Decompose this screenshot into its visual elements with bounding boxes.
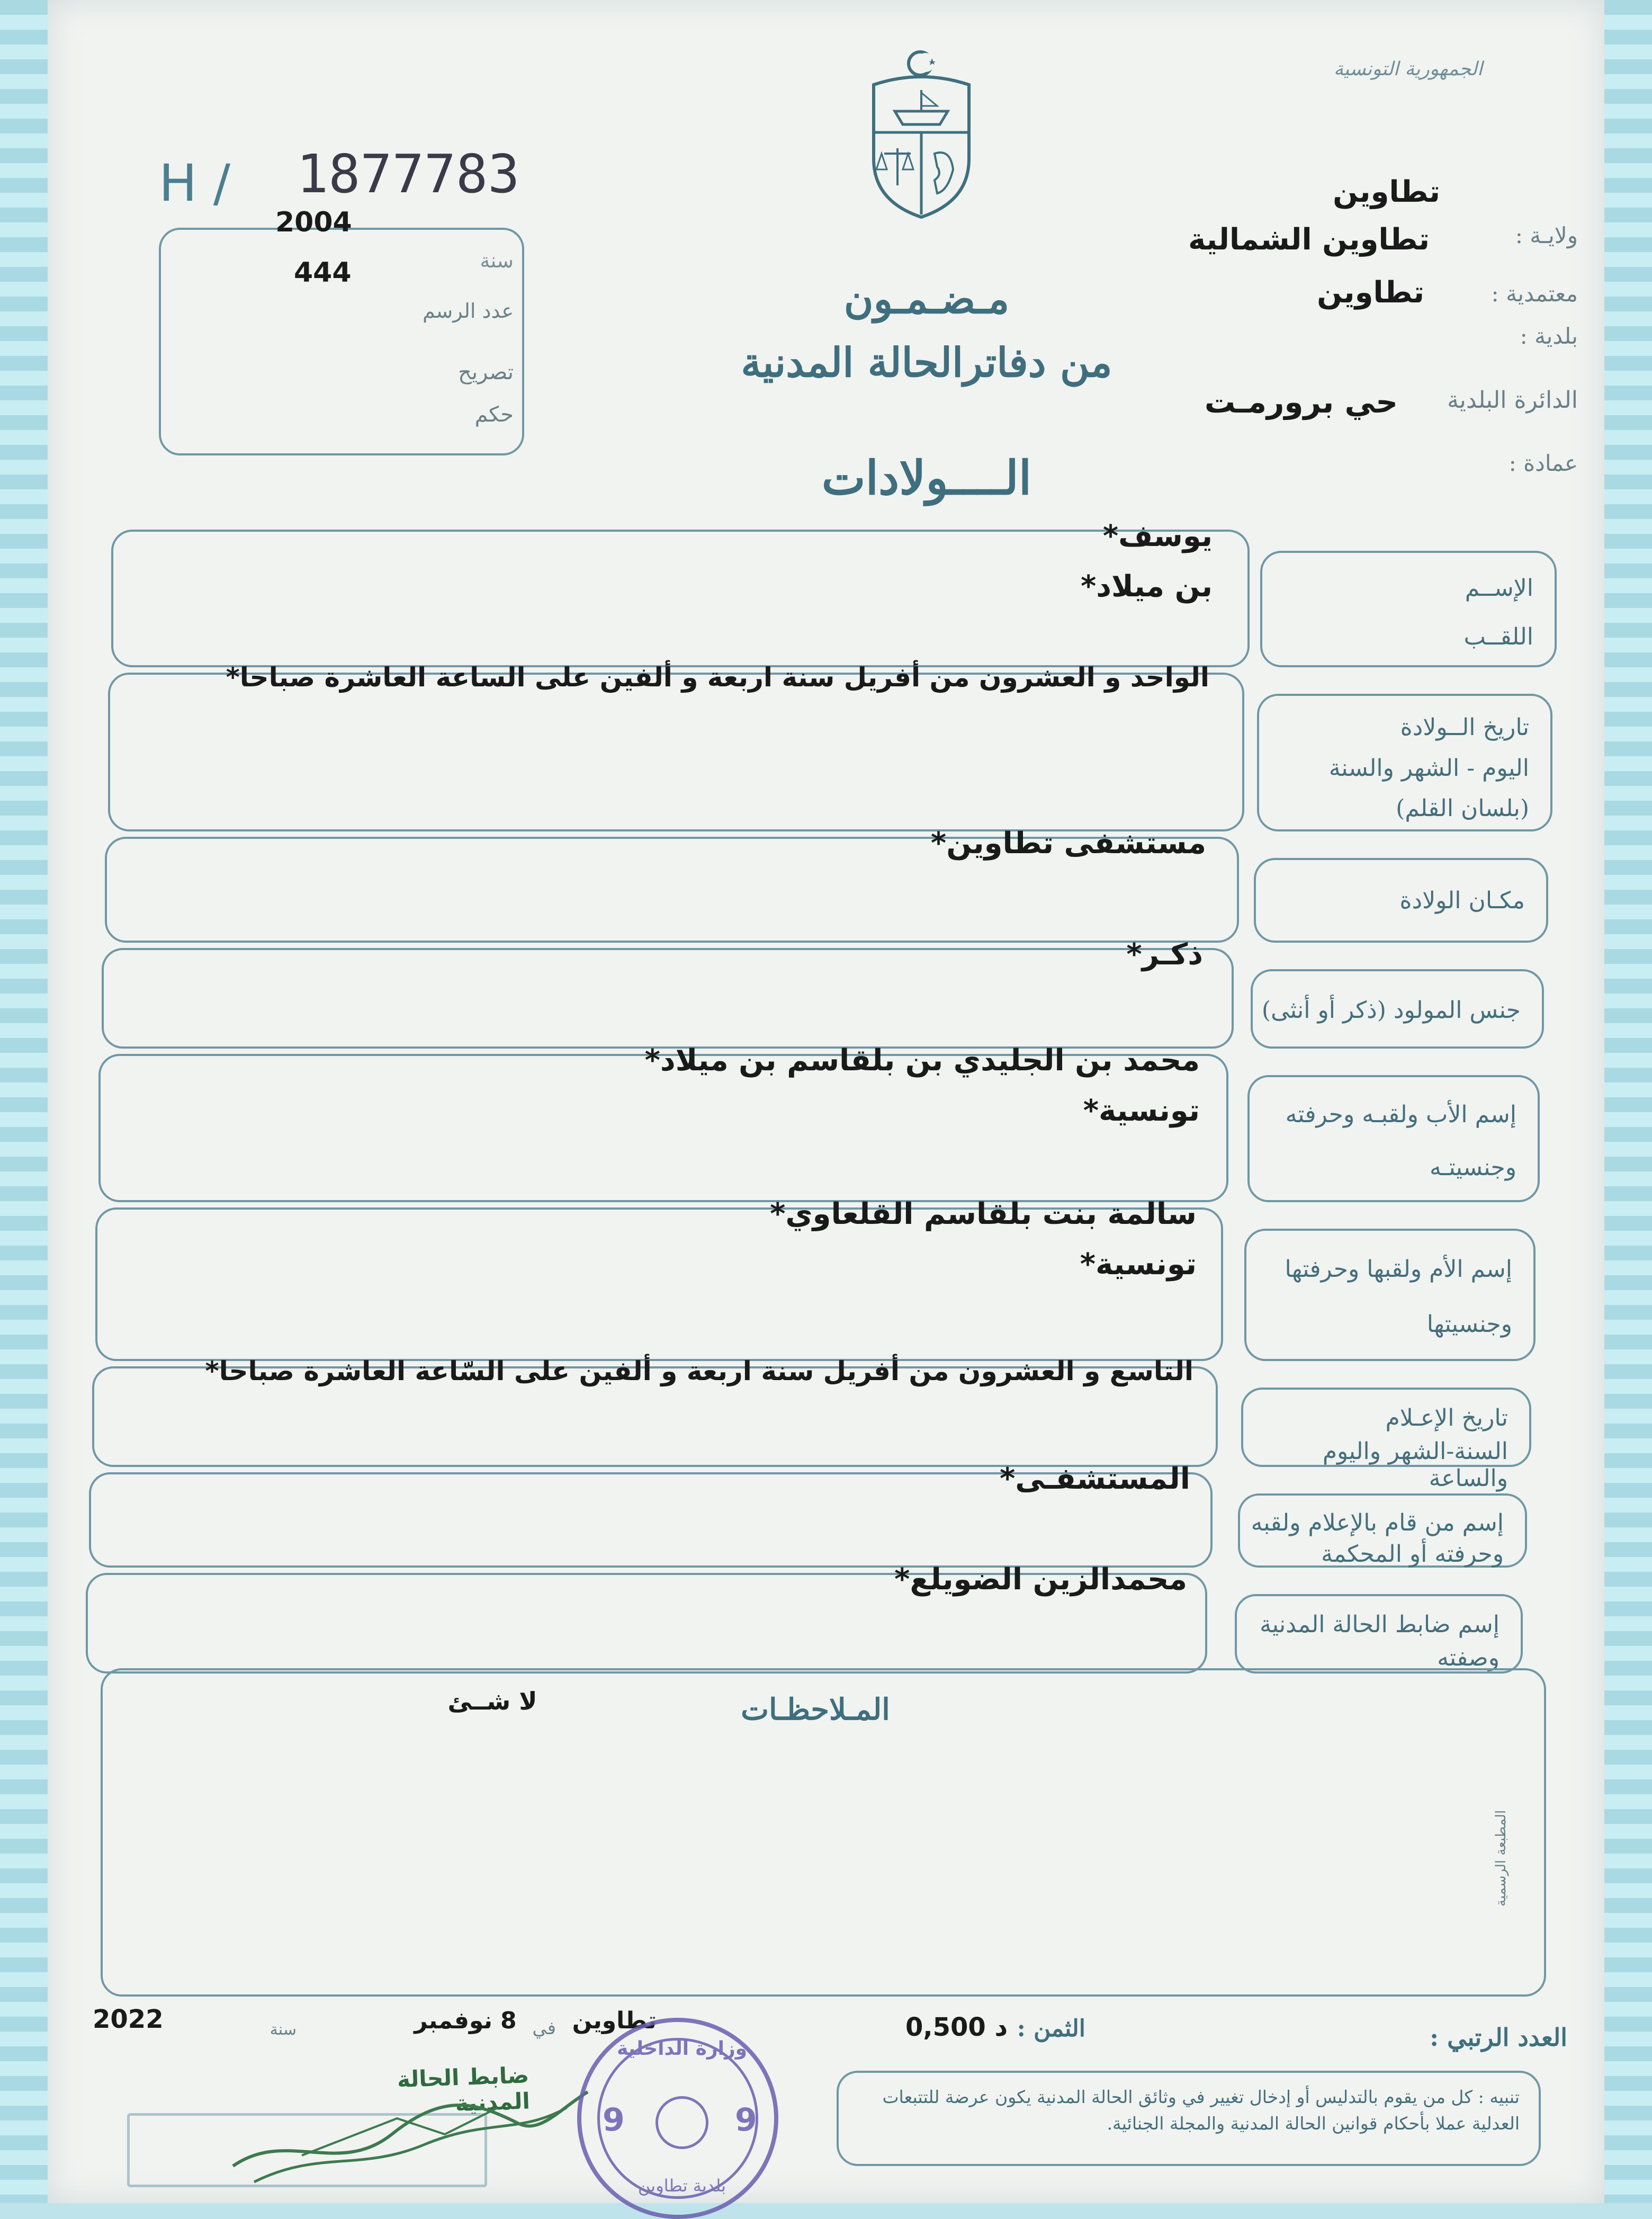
printer-note: المطبعة الرسمية	[1493, 1810, 1509, 1907]
field-label: إسم الأب ولقبـه وحرفته	[1285, 1101, 1516, 1128]
field-label: اليوم - الشهر والسنة	[1328, 754, 1529, 782]
field-value: ذكـر*	[1126, 937, 1203, 972]
field-value: تونسية*	[1080, 1247, 1197, 1282]
field-value: مستشفى تطاوين*	[930, 826, 1206, 861]
republic-label: الجمهورية التونسية	[1333, 58, 1483, 80]
document-title-line2: من دفاترالحالة المدنية	[741, 339, 1112, 386]
delegation-label: معتمدية :	[1491, 281, 1578, 307]
field-label-box	[1241, 1388, 1531, 1492]
field-label: وجنسيتها	[1426, 1311, 1512, 1338]
field-value: المستشفـى*	[1000, 1462, 1190, 1496]
governorate-value: تطاوين الشمالية	[1188, 222, 1430, 257]
warning-text: تنبيه : كل من يقوم بالتدليس أو إدخال تغيير في وثائق الحالة المدنية يكون عرضة للتتبعات العدلية عملا بأحكام قوانين الحالة المدنية والمجلة الجنائية.	[882, 2087, 1520, 2134]
price-label: الثمن :	[1017, 2015, 1085, 2042]
field-value: سالمة بنت بلقاسم القلعاوي*	[770, 1197, 1197, 1231]
field-label: السنة-الشهر واليوم والساعة	[1322, 1437, 1508, 1492]
registry-year-label: سنة	[480, 249, 514, 272]
section-title-births: الــــولادات	[821, 450, 1032, 505]
field-label: مكـان الولادة	[1399, 887, 1525, 915]
registry-judgment-label: حكم	[474, 402, 514, 427]
field-label-box	[1257, 694, 1552, 831]
field-label-box	[1247, 1075, 1540, 1202]
governorate-value-top: تطاوين	[1333, 175, 1440, 209]
field-label: إسم الأم ولقبها وحرفتها	[1285, 1255, 1512, 1283]
field-value: تونسية*	[1083, 1094, 1200, 1128]
field-label-box	[1235, 1594, 1523, 1674]
issue-in-label: في	[532, 2018, 556, 2039]
serial-number-label: العدد الرتبي :	[1430, 2023, 1567, 2052]
municipality-label: بلدية :	[1520, 323, 1578, 349]
issue-month: نوفمبر	[414, 2007, 492, 2034]
field-label: تاريخ الــولادة	[1400, 714, 1529, 741]
field-value-box	[108, 673, 1244, 831]
registry-declaration-label: تصريح	[458, 360, 514, 384]
field-value: بن ميلاد*	[1081, 569, 1213, 604]
field-value: محمدالزين الضويلع*	[894, 1562, 1187, 1597]
field-value: الواحد و العشرون من أفريل سنة اربعة و ألفين على الساعة العاشرة صباحا*	[226, 662, 1209, 693]
security-border-left	[0, 0, 48, 2203]
field-label: وصفته	[1437, 1644, 1500, 1671]
field-label: إسم ضابط الحالة المدنية	[1260, 1611, 1500, 1639]
stamp-left-number: 9	[603, 2101, 625, 2139]
field-label: اللقــب	[1464, 623, 1533, 650]
municipal-round-stamp	[577, 2018, 778, 2219]
municipal-circle-label: الدائرة البلدية	[1447, 387, 1578, 414]
delegation-value: تطاوين	[1317, 275, 1424, 310]
field-label: إسم من قام بالإعلام ولقبه	[1251, 1509, 1504, 1537]
field-label-box	[1238, 1493, 1527, 1568]
registry-number-label: عدد الرسم	[423, 299, 514, 323]
field-label: وجنسيتـه	[1429, 1154, 1516, 1181]
stamp-top-text: وزارة الداخلية	[616, 2038, 748, 2060]
stamp-right-number: 9	[735, 2101, 757, 2139]
document-title-line1: مـضـمـون	[843, 275, 1010, 323]
field-label: جنس المولود (ذكر أو أنثى)	[1261, 997, 1521, 1024]
stamp-bottom-text: بلدية تطاوين	[638, 2176, 726, 2196]
registry-number-value: 444	[294, 257, 352, 289]
field-label-box	[1254, 858, 1548, 943]
issue-year: 2022	[93, 2005, 164, 2034]
registry-year-value: 2004	[275, 207, 352, 238]
issue-year-label: سنة	[270, 2020, 297, 2039]
field-label: وحرفته أو المحكمة	[1321, 1540, 1504, 1568]
field-value: يوسف*	[1102, 519, 1213, 553]
signature-scribble-icon	[222, 2044, 593, 2203]
serial-number: 1877783	[297, 143, 520, 205]
civil-officer-title: ضابط الحالة المدنية	[397, 2062, 531, 2117]
stamp-emblem-icon	[656, 2096, 708, 2149]
field-label-box	[1260, 551, 1557, 667]
imada-label: عمادة :	[1509, 450, 1578, 476]
field-label-box	[1251, 969, 1544, 1049]
remarks-label: المـلاحظـات	[741, 1692, 890, 1727]
municipal-circle-value: حي برورمـت	[1204, 384, 1398, 420]
governorate-label: ولايـة :	[1515, 222, 1578, 248]
field-value: محمد بن الجليدي بن بلقاسم بن ميلاد*	[644, 1043, 1200, 1078]
price-value: 0,500 د	[905, 2012, 1008, 2042]
field-label-box	[1244, 1229, 1536, 1361]
issue-place: تطاوين	[572, 2007, 657, 2034]
field-value: التاسع و العشرون من أفريل سنة اربعة و ألفين على السّاعة العاشرة صباحا*	[205, 1356, 1193, 1386]
coat-of-arms-icon	[858, 48, 985, 222]
remarks-value: لا شــئ	[447, 1687, 537, 1715]
field-label: الإســم	[1465, 575, 1533, 602]
serial-prefix: H /	[159, 154, 231, 213]
field-label: (بلسان القلم)	[1396, 795, 1529, 822]
issue-day: 8	[500, 2007, 517, 2034]
security-border-right	[1604, 0, 1652, 2203]
field-label: تاريخ الإعـلام	[1385, 1404, 1508, 1432]
